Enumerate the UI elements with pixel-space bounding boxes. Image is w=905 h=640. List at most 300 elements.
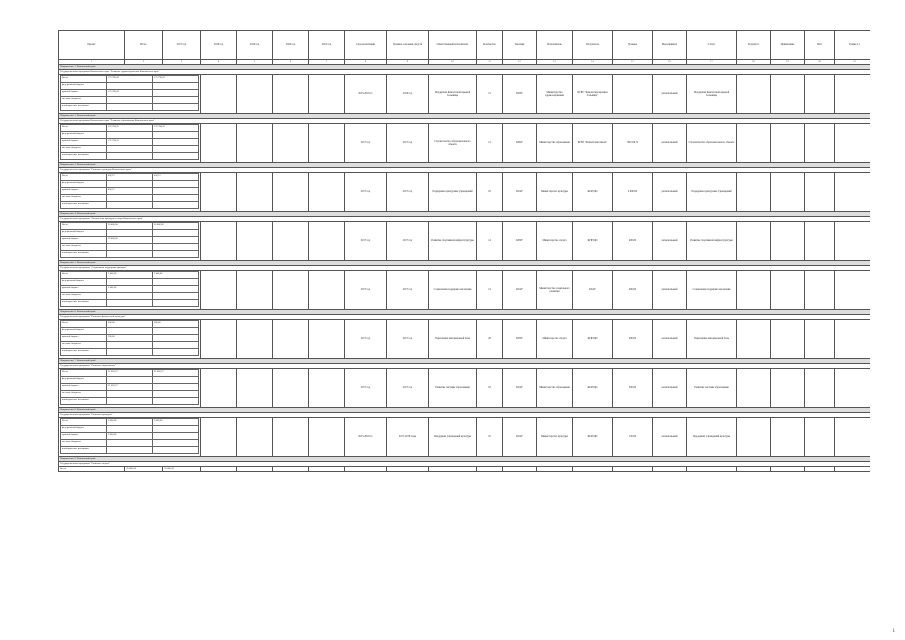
project-status bbox=[737, 369, 771, 408]
finance-label: Всего bbox=[61, 223, 107, 230]
project-god: 2017-2018 годы bbox=[387, 418, 429, 457]
finance-label: Всего bbox=[61, 125, 107, 132]
project-prim bbox=[805, 222, 835, 261]
project-prim bbox=[805, 271, 835, 310]
column-header: Статус bbox=[687, 31, 737, 60]
project-kol: 18 bbox=[477, 369, 503, 408]
finance-total bbox=[107, 97, 153, 104]
project-pol: КГАУДО bbox=[573, 418, 613, 457]
column-number: 12 bbox=[503, 60, 537, 65]
finance-label: внебюджетные источники bbox=[61, 251, 107, 258]
empty-year-cell bbox=[237, 369, 273, 408]
finance-row bbox=[61, 384, 199, 391]
section-title: Направление 8. Камчатский край bbox=[59, 408, 871, 413]
finance-label: внебюджетные источники bbox=[61, 398, 107, 405]
empty-year-cell bbox=[201, 320, 237, 359]
finance-total bbox=[107, 104, 153, 111]
project-isp: Министерство спорта bbox=[537, 222, 573, 261]
finance-2017: 21 020,37 bbox=[153, 370, 199, 377]
project-uroven: региональный bbox=[653, 369, 687, 408]
empty-year-cell bbox=[273, 369, 309, 408]
column-number: 1 bbox=[59, 60, 125, 65]
project-status bbox=[835, 75, 871, 114]
finance-row bbox=[61, 272, 199, 279]
project-status bbox=[737, 75, 771, 114]
finance-2017: 76 400,00 bbox=[163, 467, 201, 472]
program-title: Государственная программа "Развитие образования" bbox=[59, 364, 871, 369]
finance-row bbox=[61, 335, 199, 342]
column-number: 10 bbox=[429, 60, 477, 65]
finance-2017 bbox=[153, 90, 199, 97]
project-meropr: Поддержка Камчатской краевой больницы bbox=[687, 75, 737, 114]
finance-row bbox=[61, 391, 199, 398]
finance-row bbox=[61, 104, 199, 111]
project-prim bbox=[805, 320, 835, 359]
empty-year-cell bbox=[309, 173, 345, 212]
finance-label: краевой бюджет bbox=[61, 433, 107, 440]
header-row bbox=[59, 31, 871, 60]
empty-year-cell bbox=[273, 271, 309, 310]
finance-total bbox=[107, 447, 153, 454]
finance-total bbox=[107, 293, 153, 300]
project-uroven: региональный bbox=[653, 320, 687, 359]
finance-2017 bbox=[153, 349, 199, 356]
finance-2017 bbox=[153, 83, 199, 90]
finance-cell bbox=[59, 124, 201, 163]
finance-row bbox=[61, 174, 199, 181]
finance-row bbox=[61, 153, 199, 160]
finance-label: Всего bbox=[61, 174, 107, 181]
project-kol: 12 bbox=[477, 271, 503, 310]
project-status bbox=[835, 271, 871, 310]
finance-total: 456,12 bbox=[107, 174, 153, 181]
finance-row bbox=[61, 433, 199, 440]
project-status bbox=[835, 369, 871, 408]
project-zak: КГАУ bbox=[503, 173, 537, 212]
empty-year-cell bbox=[237, 320, 273, 359]
project-meropr: Укрепление материальной базы bbox=[687, 320, 737, 359]
finance-row bbox=[61, 342, 199, 349]
project-sum: 400,00 bbox=[613, 222, 653, 261]
finance-label: местные бюджеты bbox=[61, 391, 107, 398]
empty-cell bbox=[771, 467, 805, 472]
empty-year-cell bbox=[309, 418, 345, 457]
column-header: 2019 год bbox=[237, 31, 273, 60]
finance-total bbox=[107, 181, 153, 188]
finance-total: 21 020,37 bbox=[107, 370, 153, 377]
finance-total bbox=[107, 279, 153, 286]
project-meropr: Поддержка учреждений культуры bbox=[429, 418, 477, 457]
empty-cell bbox=[805, 467, 835, 472]
project-sum: 766 106,72 bbox=[613, 124, 653, 163]
empty-year-cell bbox=[309, 222, 345, 261]
finance-total: 21 020,37 bbox=[107, 384, 153, 391]
finance-2017: 175 790,42 bbox=[153, 76, 199, 83]
project-status bbox=[737, 222, 771, 261]
finance-total: 26 400,00 bbox=[107, 223, 153, 230]
page-number: 1 bbox=[892, 629, 895, 634]
column-header: Итого bbox=[125, 31, 163, 60]
project-meropr: Поддержка Камчатской краевой больницы bbox=[429, 75, 477, 114]
finance-2017 bbox=[153, 286, 199, 293]
project-prim bbox=[805, 75, 835, 114]
project-god: 2017 год bbox=[387, 369, 429, 408]
finance-2017 bbox=[153, 342, 199, 349]
project-status bbox=[835, 173, 871, 212]
column-number: 7 bbox=[309, 60, 345, 65]
project-uroven: региональный bbox=[653, 173, 687, 212]
finance-2017 bbox=[153, 153, 199, 160]
finance-label: Всего bbox=[61, 419, 107, 426]
project-row bbox=[59, 271, 871, 310]
empty-cell bbox=[573, 467, 613, 472]
project-meropr: Социальная поддержка населения bbox=[429, 271, 477, 310]
column-header: 2017 год bbox=[163, 31, 201, 60]
finance-row bbox=[61, 132, 199, 139]
finance-row bbox=[61, 419, 199, 426]
empty-cell bbox=[309, 467, 345, 472]
project-meropr: Поддержка культурных учреждений bbox=[429, 173, 477, 212]
project-status bbox=[835, 222, 871, 261]
finance-row bbox=[61, 370, 199, 377]
finance-row bbox=[61, 398, 199, 405]
finance-cell bbox=[59, 320, 201, 359]
finance-total bbox=[107, 230, 153, 237]
finance-total: 175 790,42 bbox=[107, 76, 153, 83]
finance-2017 bbox=[153, 188, 199, 195]
finance-total bbox=[107, 398, 153, 405]
project-srok: 2017 год bbox=[345, 271, 387, 310]
column-number: 9 bbox=[387, 60, 429, 65]
column-number: 6 bbox=[273, 60, 309, 65]
finance-2017 bbox=[153, 433, 199, 440]
project-pol: КГАУДО bbox=[573, 369, 613, 408]
finance-row bbox=[61, 181, 199, 188]
project-kol: 12 bbox=[477, 124, 503, 163]
finance-total bbox=[107, 426, 153, 433]
project-sum: 150,00 bbox=[613, 418, 653, 457]
project-isp: Министерство образования bbox=[537, 369, 573, 408]
project-status bbox=[737, 173, 771, 212]
section-title: Направление 2. Камчатский край bbox=[59, 114, 871, 119]
project-row bbox=[59, 467, 871, 472]
finance-cell bbox=[59, 75, 201, 114]
finance-cell bbox=[59, 418, 201, 457]
finance-2017 bbox=[153, 230, 199, 237]
project-rez bbox=[771, 173, 805, 212]
empty-year-cell bbox=[201, 75, 237, 114]
finance-total bbox=[107, 440, 153, 447]
project-uroven: региональный bbox=[653, 418, 687, 457]
finance-2017 bbox=[153, 398, 199, 405]
section-title: Направление 7. Камчатский край bbox=[59, 359, 871, 364]
project-meropr: Развитие спортивной инфраструктуры bbox=[429, 222, 477, 261]
project-row bbox=[59, 173, 871, 212]
program-title: Государственная программа Камчатского края "Развитие здравоохранения Камчатского края" bbox=[59, 70, 871, 75]
finance-row bbox=[61, 76, 199, 83]
project-rez bbox=[771, 369, 805, 408]
empty-year-cell bbox=[201, 173, 237, 212]
finance-total: 131 784,35 bbox=[107, 125, 153, 132]
finance-table bbox=[60, 320, 199, 356]
finance-2017 bbox=[153, 300, 199, 307]
finance-2017 bbox=[153, 384, 199, 391]
finance-total: 26 400,00 bbox=[107, 237, 153, 244]
empty-cell bbox=[477, 467, 503, 472]
finance-2017 bbox=[153, 293, 199, 300]
finance-2017 bbox=[153, 104, 199, 111]
project-sum: 4 000,00 bbox=[613, 173, 653, 212]
finance-label: внебюджетные источники bbox=[61, 300, 107, 307]
finance-cell bbox=[59, 271, 201, 310]
column-header: Мероприятие bbox=[653, 31, 687, 60]
project-srok: 2017 год bbox=[345, 124, 387, 163]
finance-label: федеральный бюджет bbox=[61, 83, 107, 90]
empty-year-cell bbox=[309, 124, 345, 163]
column-number: 3 bbox=[163, 60, 201, 65]
column-header: Проект bbox=[59, 31, 125, 60]
empty-year-cell bbox=[237, 222, 273, 261]
finance-label: Всего bbox=[61, 272, 107, 279]
project-status bbox=[835, 124, 871, 163]
finance-label: местные бюджеты bbox=[61, 195, 107, 202]
empty-cell bbox=[613, 467, 653, 472]
finance-label: федеральный бюджет bbox=[61, 230, 107, 237]
project-uroven: региональный bbox=[653, 222, 687, 261]
empty-year-cell bbox=[273, 418, 309, 457]
finance-2017: 200,00 bbox=[153, 321, 199, 328]
project-meropr: Строительство образовательного объекта bbox=[429, 124, 477, 163]
project-sum: 200,00 bbox=[613, 320, 653, 359]
column-header: 2018 год bbox=[201, 31, 237, 60]
column-header: Количество bbox=[477, 31, 503, 60]
finance-label: Всего bbox=[61, 76, 107, 83]
finance-row bbox=[61, 146, 199, 153]
finance-total: 131 784,35 bbox=[107, 139, 153, 146]
empty-year-cell bbox=[309, 75, 345, 114]
finance-row bbox=[61, 293, 199, 300]
finance-row bbox=[61, 97, 199, 104]
project-god: 2016 год bbox=[387, 75, 429, 114]
finance-total bbox=[107, 132, 153, 139]
finance-label: краевой бюджет bbox=[61, 286, 107, 293]
finance-row bbox=[61, 286, 199, 293]
empty-cell bbox=[687, 467, 737, 472]
project-status bbox=[737, 320, 771, 359]
project-meropr: Развитие системы образования bbox=[687, 369, 737, 408]
finance-table bbox=[60, 418, 199, 454]
project-rez bbox=[771, 75, 805, 114]
finance-total bbox=[107, 391, 153, 398]
empty-year-cell bbox=[237, 173, 273, 212]
empty-cell bbox=[201, 467, 237, 472]
finance-row bbox=[61, 251, 199, 258]
project-pol: КГБУДО bbox=[573, 320, 613, 359]
empty-cell bbox=[503, 467, 537, 472]
project-srok: 2017 год bbox=[345, 222, 387, 261]
project-uroven: региональный bbox=[653, 271, 687, 310]
column-header: Уровень освоения средств bbox=[387, 31, 429, 60]
finance-row bbox=[61, 377, 199, 384]
finance-row bbox=[61, 83, 199, 90]
finance-2017 bbox=[153, 377, 199, 384]
finance-2017: 131 784,35 bbox=[153, 125, 199, 132]
finance-row bbox=[61, 321, 199, 328]
finance-total bbox=[107, 153, 153, 160]
empty-year-cell bbox=[309, 369, 345, 408]
project-zak: КГБУ bbox=[503, 320, 537, 359]
project-rez bbox=[771, 320, 805, 359]
section-title: Направление 4. Камчатский край bbox=[59, 212, 871, 217]
project-pol: КГАУ bbox=[573, 271, 613, 310]
project-isp: Министерство спорта bbox=[537, 320, 573, 359]
finance-label: краевой бюджет bbox=[61, 90, 107, 97]
project-row bbox=[59, 75, 871, 114]
project-prim bbox=[805, 124, 835, 163]
finance-total: 3 400,00 bbox=[107, 272, 153, 279]
project-pol: КГБУДО bbox=[573, 222, 613, 261]
finance-table bbox=[60, 271, 199, 307]
project-pol: КГБУ "Камчатская краевая больница" bbox=[573, 75, 613, 114]
program-title: Государственная программа "Развитие культуры Камчатского края" bbox=[59, 168, 871, 173]
project-isp: Министерство культуры bbox=[537, 418, 573, 457]
finance-total bbox=[107, 146, 153, 153]
project-status bbox=[835, 320, 871, 359]
empty-cell bbox=[345, 467, 387, 472]
finance-row bbox=[61, 237, 199, 244]
column-number: 20 bbox=[805, 60, 835, 65]
project-sum: 300,00 bbox=[613, 369, 653, 408]
project-zak: КГБУ bbox=[503, 75, 537, 114]
column-header: Результат bbox=[737, 31, 771, 60]
finance-label: местные бюджеты bbox=[61, 244, 107, 251]
project-kol: 15 bbox=[477, 75, 503, 114]
column-number: 19 bbox=[771, 60, 805, 65]
finance-table bbox=[60, 369, 199, 405]
project-zak: КГАУ bbox=[503, 271, 537, 310]
budget-table bbox=[58, 30, 870, 472]
project-zak: КГКУ bbox=[503, 124, 537, 163]
program-title: Государственная программа "Физическая культура и спорт Камчатского края" bbox=[59, 217, 871, 222]
empty-year-cell bbox=[201, 271, 237, 310]
project-pol: КГАУДО bbox=[573, 173, 613, 212]
finance-label: краевой бюджет bbox=[61, 237, 107, 244]
column-header: Итог bbox=[805, 31, 835, 60]
column-number: 16 bbox=[653, 60, 687, 65]
project-meropr: Социальная поддержка населения bbox=[687, 271, 737, 310]
project-god: 2017 год bbox=[387, 222, 429, 261]
column-header: Сумма 2.1 bbox=[835, 31, 871, 60]
finance-row bbox=[61, 349, 199, 356]
column-number: 5 bbox=[237, 60, 273, 65]
finance-label: местные бюджеты bbox=[61, 97, 107, 104]
project-status bbox=[835, 418, 871, 457]
project-isp: Министерство социального развития bbox=[537, 271, 573, 310]
project-god: 2017 год bbox=[387, 173, 429, 212]
column-number: 8 bbox=[345, 60, 387, 65]
program-title: Государственная программа "Развитие физической культуры" bbox=[59, 315, 871, 320]
empty-cell bbox=[387, 467, 429, 472]
project-rez bbox=[771, 271, 805, 310]
project-meropr: Развитие спортивной инфраструктуры bbox=[687, 222, 737, 261]
finance-2017 bbox=[153, 440, 199, 447]
finance-total bbox=[107, 251, 153, 258]
finance-label: краевой бюджет bbox=[61, 335, 107, 342]
finance-2017: 26 400,00 bbox=[153, 223, 199, 230]
project-isp: Министерство культуры bbox=[537, 173, 573, 212]
finance-label: внебюджетные источники bbox=[61, 447, 107, 454]
finance-total bbox=[107, 300, 153, 307]
empty-year-cell bbox=[237, 418, 273, 457]
project-kol: 16 bbox=[477, 173, 503, 212]
project-meropr: Строительство образовательного объекта bbox=[687, 124, 737, 163]
column-header: Исполнитель bbox=[537, 31, 573, 60]
empty-year-cell bbox=[273, 320, 309, 359]
finance-2017 bbox=[153, 335, 199, 342]
finance-2017 bbox=[153, 237, 199, 244]
finance-total: 5 000,00 bbox=[107, 419, 153, 426]
project-rez bbox=[771, 124, 805, 163]
finance-label: местные бюджеты bbox=[61, 293, 107, 300]
program-title: Государственная программа "Развитие спорта" bbox=[59, 462, 871, 467]
finance-2017 bbox=[153, 139, 199, 146]
section-title: Направление 6. Камчатский край bbox=[59, 310, 871, 315]
finance-2017 bbox=[153, 447, 199, 454]
section-title: Направление 9. Камчатский край bbox=[59, 457, 871, 462]
finance-label: федеральный бюджет bbox=[61, 279, 107, 286]
empty-year-cell bbox=[309, 271, 345, 310]
finance-row bbox=[61, 447, 199, 454]
finance-total: 175 790,42 bbox=[107, 90, 153, 97]
project-zak: КГАУ bbox=[503, 369, 537, 408]
finance-row bbox=[61, 279, 199, 286]
finance-label: федеральный бюджет bbox=[61, 426, 107, 433]
finance-cell bbox=[59, 222, 201, 261]
finance-label: Всего bbox=[59, 467, 125, 472]
project-row bbox=[59, 418, 871, 457]
finance-total: 200,00 bbox=[107, 335, 153, 342]
finance-2017 bbox=[153, 195, 199, 202]
project-row bbox=[59, 320, 871, 359]
section-title: Направление 3. Камчатский край bbox=[59, 163, 871, 168]
finance-2017 bbox=[153, 426, 199, 433]
project-isp: Министерство образования bbox=[537, 124, 573, 163]
project-meropr: Поддержка культурных учреждений bbox=[687, 173, 737, 212]
project-sum: 400,00 bbox=[613, 271, 653, 310]
project-srok: 2015-2018 гг. bbox=[345, 418, 387, 457]
project-pol: КГБУ "Камчатская школа" bbox=[573, 124, 613, 163]
finance-label: внебюджетные источники bbox=[61, 104, 107, 111]
finance-total bbox=[107, 244, 153, 251]
finance-cell bbox=[59, 369, 201, 408]
finance-label: федеральный бюджет bbox=[61, 132, 107, 139]
project-zak: КГБУ bbox=[503, 222, 537, 261]
section-title: Направление 1. Камчатский край bbox=[59, 65, 871, 70]
finance-label: федеральный бюджет bbox=[61, 181, 107, 188]
empty-year-cell bbox=[273, 124, 309, 163]
finance-label: внебюджетные источники bbox=[61, 153, 107, 160]
finance-2017: 3 400,00 bbox=[153, 272, 199, 279]
finance-total: 456,12 bbox=[107, 188, 153, 195]
finance-2017 bbox=[153, 146, 199, 153]
finance-row bbox=[61, 328, 199, 335]
finance-row bbox=[61, 188, 199, 195]
finance-row bbox=[61, 195, 199, 202]
finance-2017 bbox=[153, 244, 199, 251]
project-srok: 2017 год bbox=[345, 320, 387, 359]
finance-table bbox=[60, 173, 199, 209]
finance-row bbox=[61, 223, 199, 230]
